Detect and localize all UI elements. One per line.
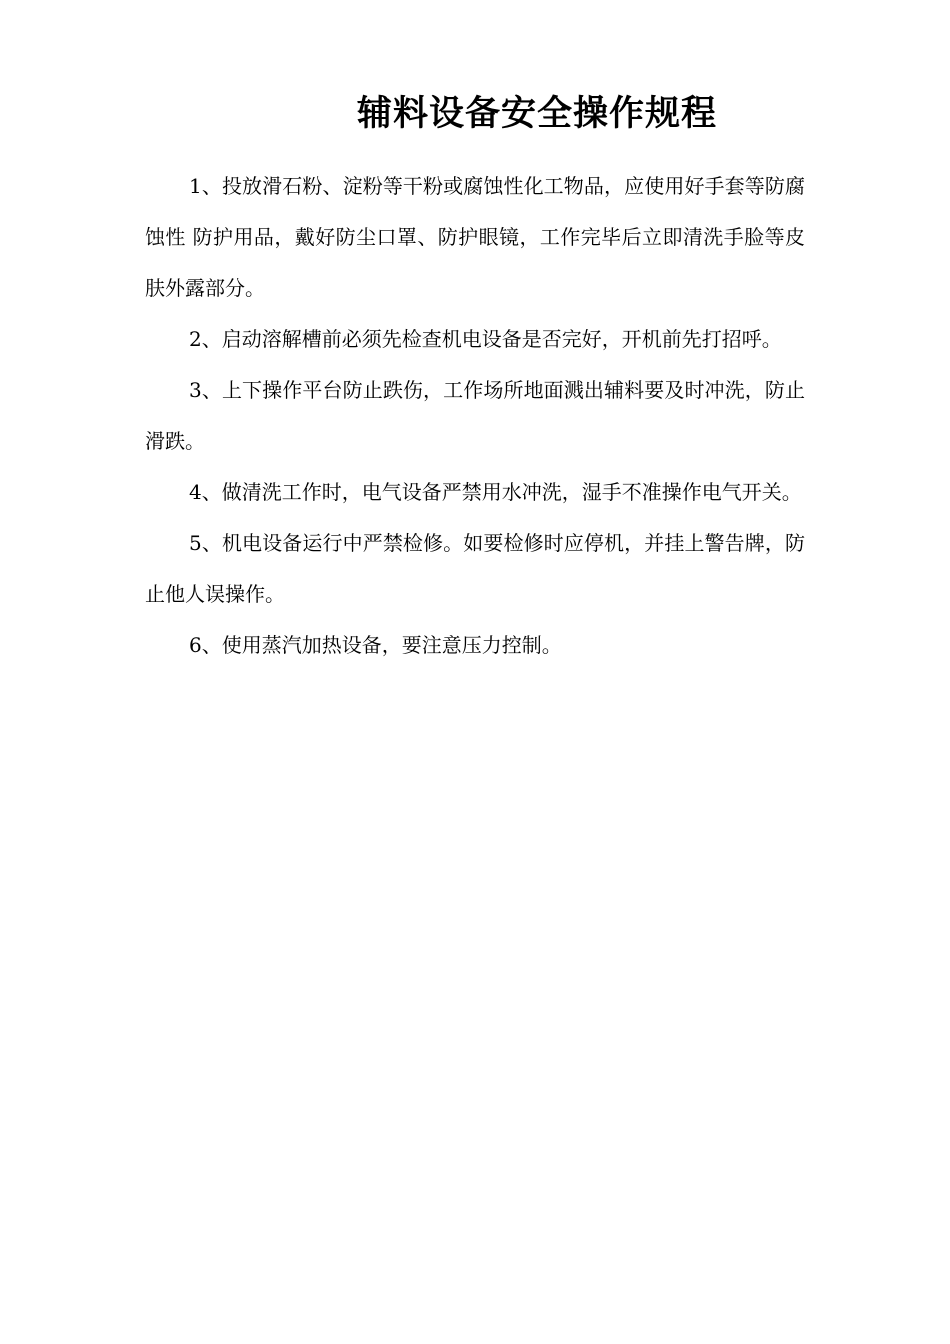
paragraph-3: 3、上下操作平台防止跌伤，工作场所地面溅出辅料要及时冲洗，防止滑跌。 (145, 378, 805, 453)
paragraph-5: 5、机电设备运行中严禁检修。如要检修时应停机，并挂上警告牌，防止他人误操作。 (145, 531, 805, 606)
page-title: 辅料设备安全操作规程 (357, 94, 718, 134)
paragraph-1: 1、投放滑石粉、淀粉等干粉或腐蚀性化工物品，应使用好手套等防腐蚀性 防护用品，戴好防尘口罩、防护眼镜，工作完毕后立即清洗手脸等皮肤外露部分。 (145, 174, 805, 300)
document-body (145, 161, 805, 671)
paragraph-4: 4、做清洗工作时，电气设备严禁用水冲洗，湿手不准操作电气开关。 (189, 480, 802, 504)
paragraph-2: 2、启动溶解槽前必须先检查机电设备是否完好，开机前先打招呼。 (189, 327, 782, 351)
paragraph-6: 6、使用蒸汽加热设备，要注意压力控制。 (189, 633, 562, 657)
